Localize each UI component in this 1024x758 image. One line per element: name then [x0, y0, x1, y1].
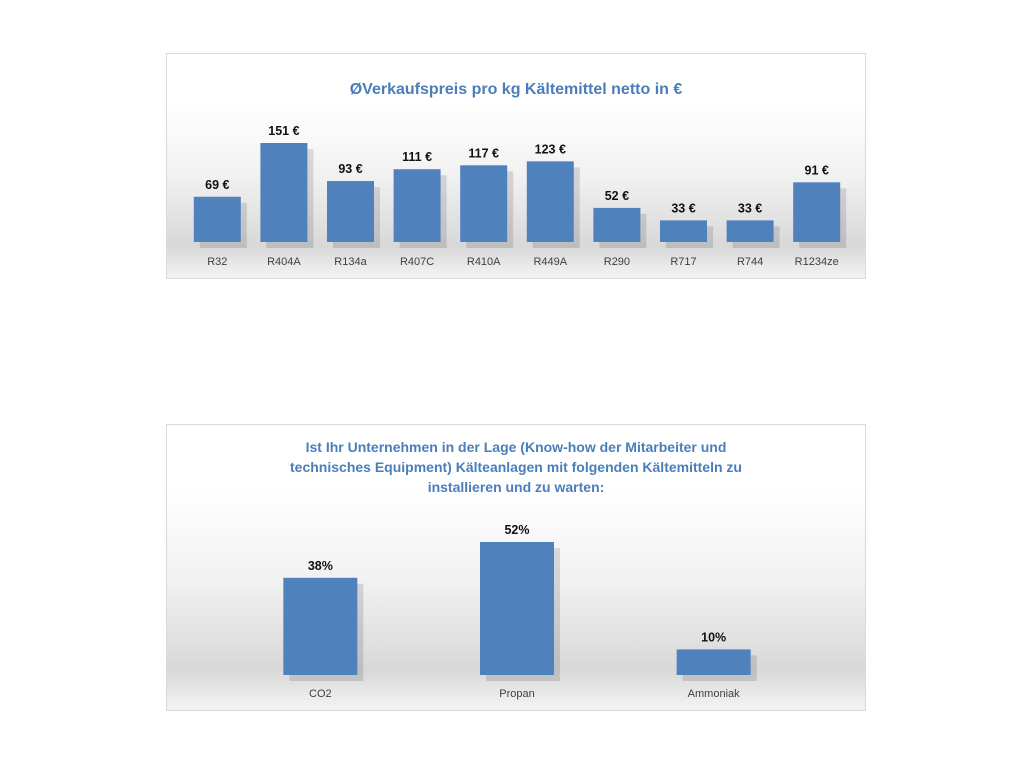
tick-label: R449A: [533, 256, 568, 268]
tick-label: Ammoniak: [687, 688, 740, 700]
bar-r134a: [327, 181, 374, 242]
tick-label: R410A: [466, 256, 501, 268]
capability-chart: [166, 424, 866, 711]
tick-label: R717: [670, 256, 697, 268]
price-chart-plot: [167, 54, 866, 279]
data-label: 69 €: [205, 177, 230, 192]
data-label: 52%: [504, 523, 530, 537]
chart-title: ØVerkaufspreis pro kg Kältemittel netto in €: [349, 81, 683, 98]
bar-propan: [480, 542, 554, 675]
bar-r32: [194, 197, 241, 242]
data-label: 151 €: [268, 124, 300, 138]
bar-r407c: [394, 169, 441, 242]
tick-label: R134a: [334, 256, 367, 268]
data-label: 52 €: [604, 188, 630, 203]
data-label: 123 €: [534, 142, 566, 157]
data-label: 33 €: [671, 201, 696, 216]
data-label: 117 €: [468, 146, 499, 161]
data-label: 91 €: [804, 163, 829, 178]
bar-r449a: [527, 161, 574, 242]
bar-ammoniak: [677, 649, 751, 675]
bar-r290: [593, 208, 640, 242]
tick-label: R407C: [399, 256, 435, 268]
tick-label: R404A: [267, 256, 301, 268]
tick-label: R1234ze: [794, 256, 839, 268]
tick-label: Propan: [499, 688, 535, 700]
data-label: 33 €: [737, 201, 763, 216]
chart-title: Ist Ihr Unternehmen in der Lage (Know-how der Mitarbeiter und technisches Equipment) Kälteanlagen mit folgenden Kältemitteln zu installieren und zu warten:: [290, 439, 742, 495]
bar-co2: [283, 578, 357, 675]
tick-label: R290: [603, 256, 631, 268]
data-label: 111 €: [402, 150, 433, 165]
bar-r410a: [460, 165, 507, 242]
capability-chart-plot: [167, 425, 866, 711]
bar-r404a: [260, 143, 307, 242]
bar-r744: [727, 220, 774, 242]
data-label: 93 €: [338, 162, 363, 177]
bar-r1234ze: [793, 182, 840, 242]
data-label: 10%: [701, 630, 727, 645]
price-chart: [166, 53, 866, 279]
bar-r717: [660, 220, 707, 242]
tick-label: R744: [736, 256, 764, 268]
tick-label: R32: [207, 256, 228, 268]
data-label: 38%: [307, 558, 333, 573]
tick-label: CO2: [309, 688, 332, 700]
